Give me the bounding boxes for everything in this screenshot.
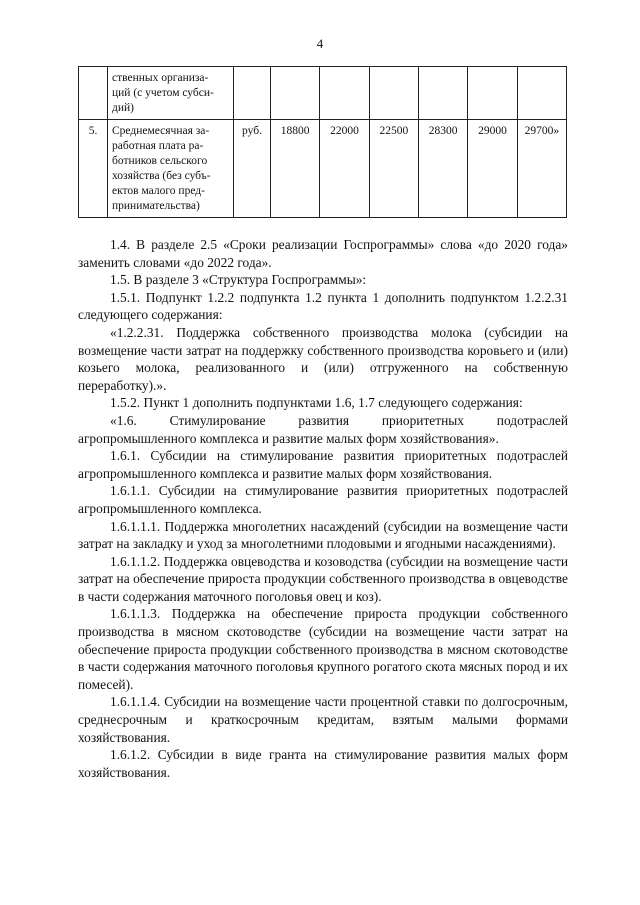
paragraph: 1.6.1.1.4. Субсидии на возмещение части процентной ставки по долгосрочным, среднесрочным и краткосрочным кредитам, взятым малыми формами хозяйствования.	[78, 694, 568, 745]
row-number	[79, 67, 108, 120]
unit-cell	[234, 67, 271, 120]
paragraph: 1.6.1.1. Субсидии на стимулирование развития приоритетных подотраслей агропромышленного комплекса.	[78, 483, 568, 516]
paragraph: 1.4. В разделе 2.5 «Сроки реализации Госпрограммы» слова «до 2020 года» заменить словами «до 2022 года».	[78, 237, 568, 270]
indicator-name-line: хозяйства (без субъ-	[112, 170, 211, 182]
value-cell: 29000	[468, 120, 517, 218]
value-cell	[320, 67, 369, 120]
document-body	[78, 236, 568, 781]
paragraph: «1.6. Стимулирование развития приоритетных подотраслей агропромышленного комплекса и развитие малых форм хозяйствования».	[78, 412, 568, 446]
indicator-name-line: дий)	[112, 102, 134, 114]
indicator-name	[108, 67, 234, 120]
value-cell	[369, 67, 418, 120]
value-cell: 28300	[418, 120, 467, 218]
indicator-name-line: ций (с учетом субси-	[112, 87, 214, 99]
paragraph: 1.6.1.1.1. Поддержка многолетних насаждений (субсидии на возмещение части затрат на закладку и уход за многолетними плодовыми и ягодными насаждениями).	[78, 518, 568, 552]
value-cell: 29700»	[517, 120, 566, 218]
value-cell: 22500	[369, 120, 418, 218]
value-cell: 18800	[271, 120, 320, 218]
row-number: 5.	[79, 120, 108, 218]
page-number: 4	[316, 36, 324, 51]
value-cell	[418, 67, 467, 120]
paragraph: 1.6.1.1.2. Поддержка овцеводства и козоводства (субсидии на возмещение части затрат на обеспечение прироста продукции собственного производства в овцеводстве в части содержания маточного поголовья овец и коз).	[78, 553, 568, 604]
indicator-table	[78, 66, 567, 218]
table-row	[79, 120, 567, 218]
indicator-name-line: ектов малого пред-	[112, 185, 205, 197]
paragraph: 1.5. В разделе 3 «Структура Госпрограммы»:	[110, 272, 367, 288]
indicator-name-line: ственных организа-	[112, 72, 209, 84]
paragraph: 1.6.1. Субсидии на стимулирование развития приоритетных подотраслей агропромышленного комплекса и развитие малых форм хозяйствования.	[78, 448, 568, 481]
paragraph: «1.2.2.31. Поддержка собственного производства молока (субсидии на возмещение части затрат на поддержку собственного производства коровьего и (или) козьего молока, реализованного и (или) отгруженного на собственную переработку).».	[78, 324, 568, 393]
unit-cell: руб.	[234, 120, 271, 218]
paragraph: 1.6.1.2. Субсидии в виде гранта на стимулирование развития малых форм хозяйствования.	[78, 747, 568, 780]
value-cell	[517, 67, 566, 120]
paragraph: 1.5.2. Пункт 1 дополнить подпунктами 1.6, 1.7 следующего содержания:	[110, 395, 523, 411]
table-row	[79, 67, 567, 120]
indicator-name-line: принимательства)	[112, 200, 200, 212]
paragraph: 1.5.1. Подпункт 1.2.2 подпункта 1.2 пункта 1 дополнить подпунктом 1.2.2.31 следующего содержания:	[78, 289, 568, 323]
paragraph: 1.6.1.1.3. Поддержка на обеспечение прироста продукции собственного производства в мясном скотоводстве (субсидии на возмещение части затрат на обеспечение прироста продукции собственного производства в мясном скотоводстве в части содержания маточного поголовья крупного рогатого скота мясных пород и их помесей).	[78, 606, 568, 692]
value-cell	[468, 67, 517, 120]
indicator-name-line: ботников сельского	[112, 155, 208, 167]
indicator-name-line: Среднемесячная за-	[112, 125, 210, 137]
value-cell	[271, 67, 320, 120]
indicator-name-line: работная плата ра-	[112, 140, 204, 152]
indicator-name	[108, 120, 234, 218]
value-cell: 22000	[320, 120, 369, 218]
